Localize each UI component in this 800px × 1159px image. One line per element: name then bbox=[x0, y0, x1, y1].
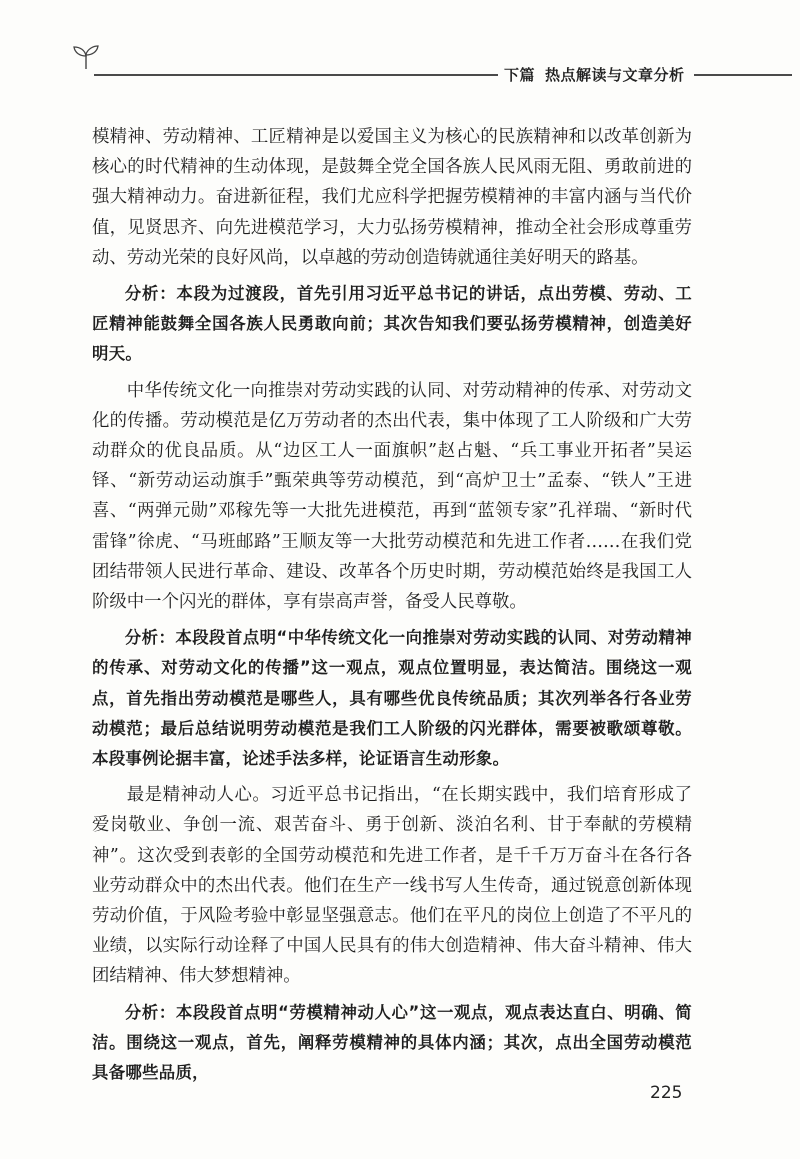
sprout-icon bbox=[72, 44, 100, 70]
analysis-paragraph: 分析：本段段首点明“劳模精神动人心”这一观点，观点表达直白、明确、简洁。围绕这一观点，首先，阐释劳模精神的具体内涵；其次，点出全国劳动模范具备哪些品质， bbox=[92, 1002, 692, 1083]
analysis-paragraph: 分析：本段段首点明“中华传统文化一向推崇对劳动实践的认同、对劳动精神的传承、对劳动文化的传播”这一观点，观点位置明显，表达简洁。围绕这一观点，首先指出劳动模范是哪些人，具有哪些优良传统品质；其次列举各行各业劳动模范；最后总结说明劳动模范是我们工人阶级的闪光群体，需要被歌颂尊敬。本段事例论据丰富，论述手法多样，论证语言生动形象。 bbox=[92, 628, 692, 769]
body-paragraph: 中华传统文化一向推崇对劳动实践的认同、对劳动精神的传承、对劳动文化的传播。劳动模范是亿万劳动者的杰出代表，集中体现了工人阶级和广大劳动群众的优良品质。从“边区工人一面旗帜”赵占魁、“兵工事业开拓者”吴运铎、“新劳动运动旗手”甄荣典等劳动模范，到“高炉卫士”孟泰、“铁人”王进喜、“两弹元勋”邓稼先等一大批先进模范，再到“蓝领专家”孔祥瑞、“新时代雷锋”徐虎、“马班邮路”王顺友等一大批劳动模范和先进工作者……在我们党团结带领人民进行革命、建设、改革各个历史时期，劳动模范始终是我国工人阶级中一个闪光的群体，享有崇高声誉，备受人民尊敬。 bbox=[92, 380, 692, 613]
page-body bbox=[92, 122, 692, 1094]
header-section-title: 热点解读与文章分析 bbox=[545, 66, 685, 84]
body-paragraph: 最是精神动人心。习近平总书记指出，“在长期实践中，我们培育形成了爱岗敬业、争创一流、艰苦奋斗、勇于创新、淡泊名利、甘于奉献的劳模精神”。这次受到表彰的全国劳动模范和先进工作者，是千千万万奋斗在各行各业劳动群众中的杰出代表。他们在生产一线书写人生传奇，通过锐意创新体现劳动价值，于风险考验中彰显坚强意志。他们在平凡的岗位上创造了不平凡的业绩，以实际行动诠释了中国人民具有的伟大创造精神、伟大奋斗精神、伟大团结精神、伟大梦想精神。 bbox=[92, 785, 692, 987]
header-part-label: 下篇 bbox=[504, 66, 536, 84]
header-rule-left bbox=[94, 74, 498, 76]
running-header bbox=[0, 0, 800, 100]
analysis-paragraph: 分析：本段为过渡段，首先引用习近平总书记的讲话，点出劳模、劳动、工匠精神能鼓舞全国各族人民勇敢向前；其次告知我们要弘扬劳模精神，创造美好明天。 bbox=[92, 284, 692, 364]
page-number: 225 bbox=[650, 1083, 683, 1103]
header-title bbox=[504, 64, 685, 85]
body-paragraph: 模精神、劳动精神、工匠精神是以爱国主义为核心的民族精神和以改革创新为核心的时代精神的生动体现，是鼓舞全党全国各族人民风雨无阻、勇敢前进的强大精神动力。奋进新征程，我们尤应科学把握劳模精神的丰富内涵与当代价值，见贤思齐、向先进模范学习，大力弘扬劳模精神，推动全社会形成尊重劳动、劳动光荣的良好风尚，以卓越的劳动创造铸就通往美好明天的路基。 bbox=[92, 127, 692, 268]
header-rule-right bbox=[694, 74, 792, 76]
